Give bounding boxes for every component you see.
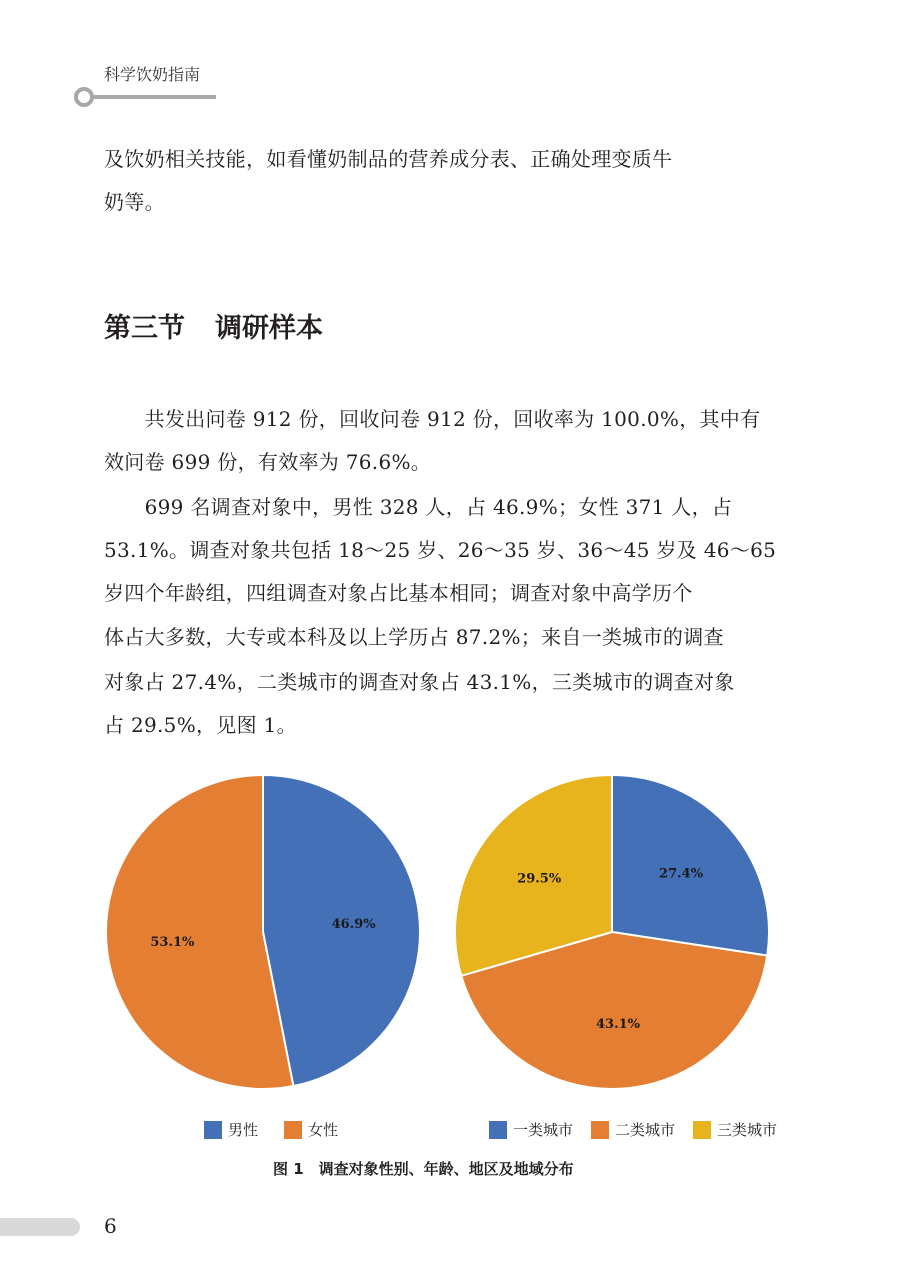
text-line: 53.1%。调查对象共包括 18～25 岁、26～35 岁、36～45 岁及 46～65 bbox=[104, 538, 777, 562]
legend-label: 女性 bbox=[308, 1121, 339, 1139]
legend-label: 三类城市 bbox=[717, 1121, 778, 1139]
section-number: 第三节 bbox=[104, 313, 185, 344]
legend-label: 一类城市 bbox=[513, 1121, 574, 1139]
legend-swatch bbox=[204, 1121, 222, 1139]
legend-label: 二类城市 bbox=[615, 1121, 676, 1139]
legend-swatch bbox=[489, 1121, 507, 1139]
legend-gender bbox=[204, 1119, 338, 1140]
figure-caption: 图 1 调查对象性别、年龄、地区及地域分布 bbox=[273, 1160, 574, 1178]
page-number-tab bbox=[0, 1218, 80, 1236]
data-label: 29.5% bbox=[517, 871, 562, 887]
text-line: 效问卷 699 份，有效率为 76.6%。 bbox=[104, 450, 432, 474]
text-line: 奶等。 bbox=[104, 190, 165, 214]
text-line: 对象占 27.4%，二类城市的调查对象占 43.1%，三类城市的调查对象 bbox=[104, 670, 735, 694]
legend-swatch bbox=[284, 1121, 302, 1139]
legend-swatch bbox=[591, 1121, 609, 1139]
text-line: 占 29.5%，见图 1。 bbox=[104, 713, 297, 737]
legend-label: 男性 bbox=[228, 1121, 259, 1139]
data-label: 53.1% bbox=[150, 934, 195, 950]
pie-slice bbox=[612, 775, 769, 956]
section-title: 调研样本 bbox=[215, 313, 323, 344]
text-line: 共发出问卷 912 份，回收问卷 912 份，回收率为 100.0%，其中有 bbox=[104, 407, 761, 431]
text-line: 699 名调查对象中，男性 328 人，占 46.9%；女性 371 人，占 bbox=[104, 495, 733, 519]
page-number: 6 bbox=[104, 1214, 117, 1238]
text-line: 体占大多数，大专或本科及以上学历占 87.2%；来自一类城市的调查 bbox=[104, 625, 724, 649]
legend-city bbox=[489, 1119, 777, 1140]
data-label: 27.4% bbox=[659, 866, 704, 882]
text-line: 及饮奶相关技能，如看懂奶制品的营养成分表、正确处理变质牛 bbox=[104, 147, 673, 171]
running-header: 科学饮奶指南 bbox=[104, 65, 201, 84]
text-line: 岁四个年龄组，四组调查对象占比基本相同；调查对象中高学历个 bbox=[104, 581, 693, 605]
legend-swatch bbox=[693, 1121, 711, 1139]
data-label: 43.1% bbox=[595, 1016, 641, 1032]
data-label: 46.9% bbox=[331, 917, 376, 933]
